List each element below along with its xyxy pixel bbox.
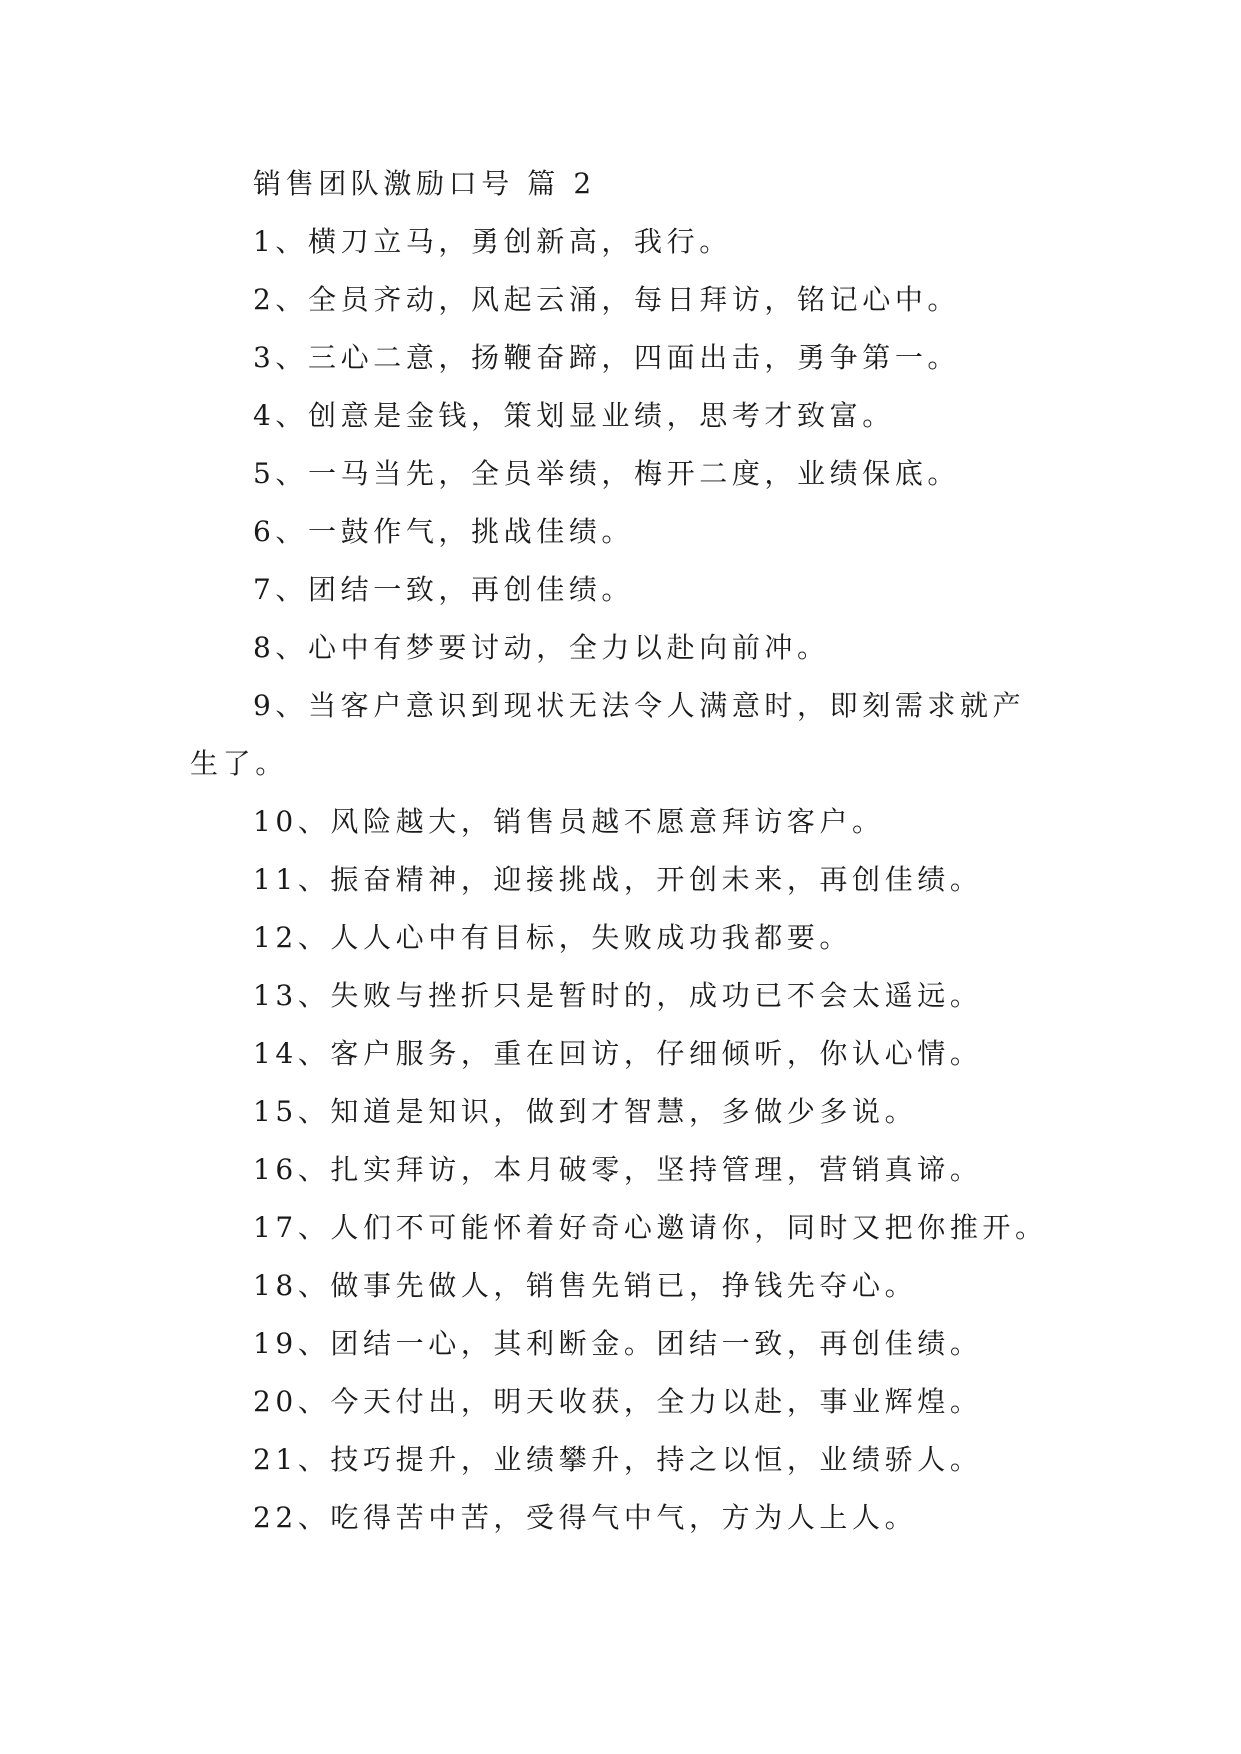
slogan-item: 15、知道是知识，做到才智慧，多做少多说。 [253,1095,918,1128]
slogan-item: 2、全员齐动，风起云涌，每日拜访，铭记心中。 [253,283,961,316]
slogan-item: 6、一鼓作气，挑战佳绩。 [253,515,635,548]
slogan-item: 3、三心二意，扬鞭奋蹄，四面出击，勇争第一。 [253,341,961,374]
slogan-item: 14、客户服务，重在回访，仔细倾听，你认心情。 [253,1037,983,1070]
slogan-item: 22、吃得苦中苦，受得气中气，方为人上人。 [253,1501,918,1534]
slogan-item: 21、技巧提升，业绩攀升，持之以恒，业绩骄人。 [253,1443,983,1476]
slogan-item: 17、人们不可能怀着好奇心邀请你，同时又把你推开。 [253,1211,1048,1244]
document-title: 销售团队激励口号 篇 2 [253,167,596,200]
slogan-item-continuation: 生了。 [190,747,288,780]
slogan-item: 7、团结一致，再创佳绩。 [253,573,635,606]
slogan-item: 18、做事先做人，销售先销已，挣钱先夺心。 [253,1269,918,1302]
slogan-item: 13、失败与挫折只是暂时的，成功已不会太遥远。 [253,979,983,1012]
slogan-item: 9、当客户意识到现状无法令人满意时，即刻需求就产 [253,689,1026,722]
slogan-item: 16、扎实拜访，本月破零，坚持管理，营销真谛。 [253,1153,983,1186]
slogan-item: 8、心中有梦要讨动，全力以赴向前冲。 [253,631,830,664]
slogan-item: 20、今天付出，明天收获，全力以赴，事业辉煌。 [253,1385,983,1418]
slogan-item: 12、人人心中有目标，失败成功我都要。 [253,921,853,954]
slogan-item: 1、横刀立马，勇创新高，我行。 [253,225,732,258]
slogan-item: 11、振奋精神，迎接挑战，开创未来，再创佳绩。 [253,863,983,896]
slogan-item: 4、创意是金钱，策划显业绩，思考才致富。 [253,399,895,432]
slogan-item: 10、风险越大，销售员越不愿意拜访客户。 [253,805,885,838]
slogan-item: 19、团结一心，其利断金。团结一致，再创佳绩。 [253,1327,983,1360]
slogan-item: 5、一马当先，全员举绩，梅开二度，业绩保底。 [253,457,961,490]
